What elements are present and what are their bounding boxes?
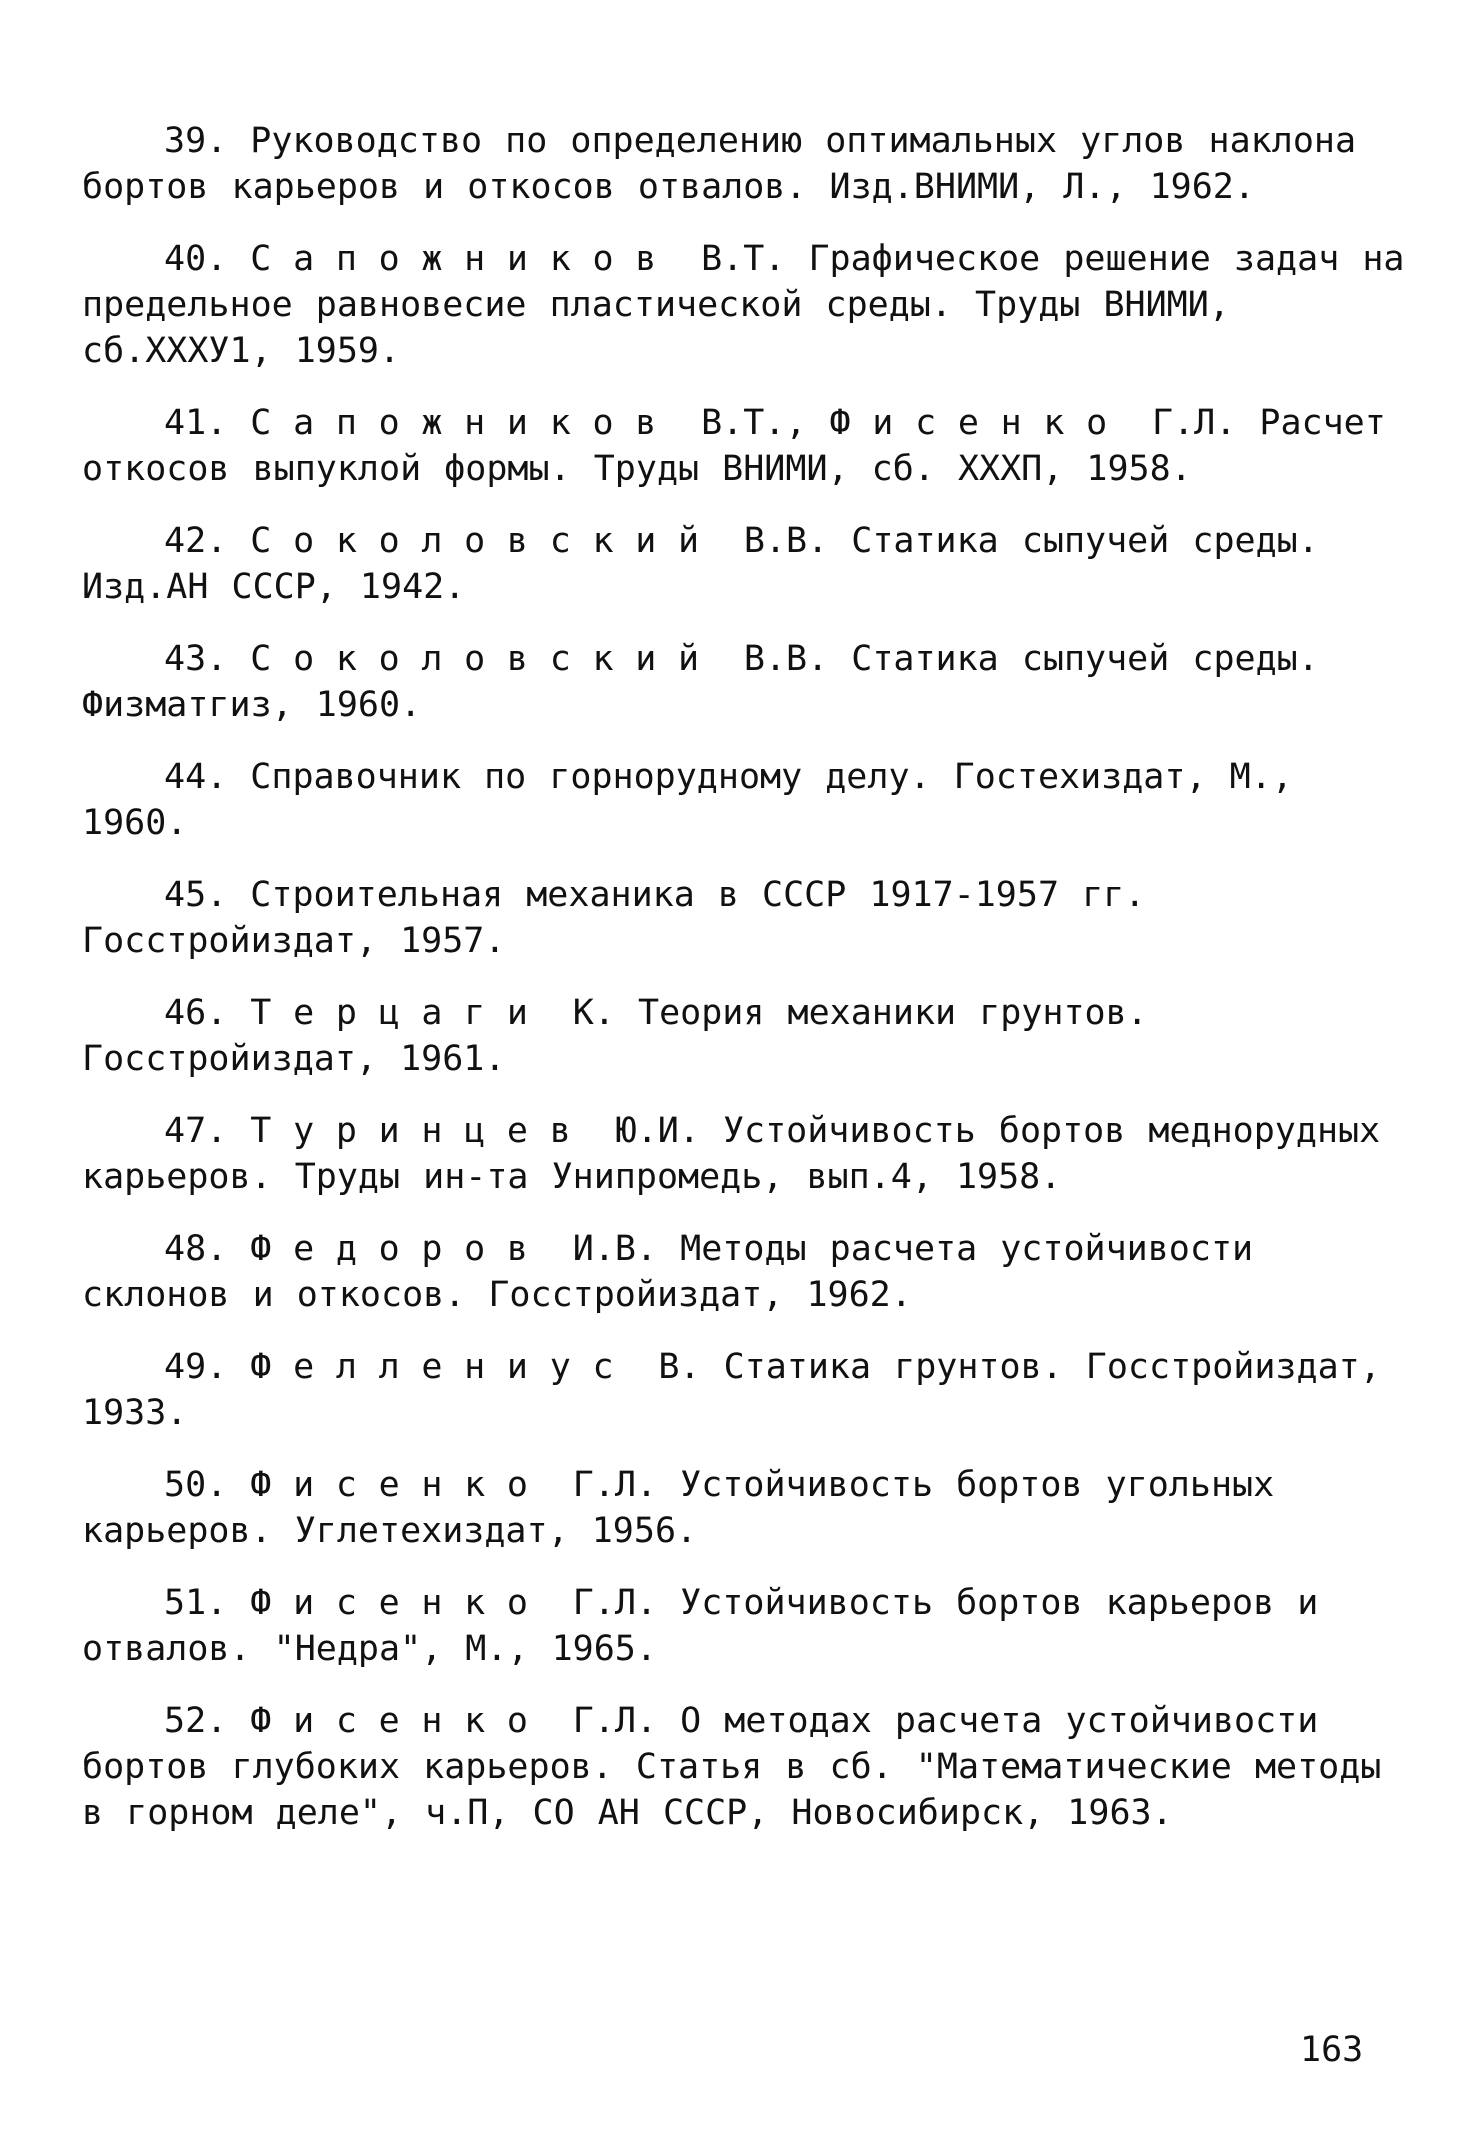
reference-text: Графическое решение задач на предельное равновесие пластической среды. Труды ВНИМИ, сб.XXXУ1, 1959. bbox=[82, 239, 1405, 371]
reference-text: Руководство по определению оптимальных углов наклона бортов карьеров и откосов отвалов. Изд.ВНИМИ, Л., 1962. bbox=[82, 121, 1357, 207]
reference-text: Строительная механика в СССР 1917-1957 гг. Госстройиздат, 1957. bbox=[82, 875, 1146, 961]
reference-number: 51. bbox=[164, 1583, 228, 1623]
reference-item bbox=[82, 400, 1412, 492]
reference-initials: Г.Л. bbox=[572, 1465, 658, 1505]
reference-number: 43. bbox=[164, 639, 228, 679]
reference-text: Справочник по горнорудному делу. Гостехиздат, М., 1960. bbox=[82, 757, 1293, 843]
reference-text: Методы расчета устойчивости склонов и откосов. Госстройиздат, 1962. bbox=[82, 1229, 1254, 1315]
reference-item bbox=[82, 754, 1412, 846]
reference-initials: Г.Л. bbox=[572, 1701, 658, 1741]
reference-item bbox=[82, 236, 1412, 374]
reference-text: Устойчивость бортов угольных карьеров. Углетехиздат, 1956. bbox=[82, 1465, 1275, 1551]
reference-number: 45. bbox=[164, 875, 228, 915]
reference-number: 41. bbox=[164, 403, 228, 443]
reference-item bbox=[82, 872, 1412, 964]
reference-list bbox=[82, 118, 1412, 1862]
reference-initials: К. bbox=[572, 993, 615, 1033]
reference-text: Теория механики грунтов. Госстройиздат, 1961. bbox=[82, 993, 1148, 1079]
reference-author: Феллениус bbox=[250, 1347, 636, 1387]
reference-number: 52. bbox=[164, 1701, 228, 1741]
reference-number: 47. bbox=[164, 1111, 228, 1151]
page-number: 163 bbox=[1300, 2030, 1364, 2070]
reference-number: 50. bbox=[164, 1465, 228, 1505]
reference-item bbox=[82, 1580, 1412, 1672]
reference-text: Расчет откосов выпуклой формы. Труды ВНИМИ, сб. XXXП, 1958. bbox=[82, 403, 1386, 489]
reference-text: Статика грунтов. Госстройиздат, 1933. bbox=[82, 1347, 1381, 1433]
reference-author: Сапожников bbox=[250, 403, 679, 443]
reference-author: Фисенко bbox=[250, 1583, 550, 1623]
reference-author: Туринцев bbox=[250, 1111, 593, 1151]
reference-coauthor-initials: Г.Л. bbox=[1152, 403, 1237, 443]
reference-author: Терцаги bbox=[250, 993, 550, 1033]
reference-text: Устойчивость бортов карьеров и отвалов. "Недра", М., 1965. bbox=[82, 1583, 1319, 1669]
reference-item bbox=[82, 118, 1412, 210]
reference-item bbox=[82, 1226, 1412, 1318]
reference-initials: В.Т. bbox=[701, 239, 786, 279]
reference-item bbox=[82, 636, 1412, 728]
reference-number: 39. bbox=[164, 121, 228, 161]
reference-initials: Ю.И. bbox=[615, 1111, 700, 1151]
reference-item bbox=[82, 990, 1412, 1082]
reference-author: Фисенко bbox=[250, 1701, 550, 1741]
reference-author: Сапожников bbox=[250, 239, 679, 279]
reference-number: 44. bbox=[164, 757, 228, 797]
reference-initials: В.Т., bbox=[701, 403, 807, 443]
reference-coauthor: Фисенко bbox=[829, 403, 1129, 443]
reference-item bbox=[82, 1462, 1412, 1554]
reference-item bbox=[82, 518, 1412, 610]
reference-number: 48. bbox=[164, 1229, 228, 1269]
reference-text: Статика сыпучей среды. Изд.АН СССР, 1942. bbox=[82, 521, 1319, 607]
reference-number: 42. bbox=[164, 521, 228, 561]
reference-author: Фисенко bbox=[250, 1465, 550, 1505]
reference-author: Соколовский bbox=[250, 521, 721, 561]
reference-initials: И.В. bbox=[572, 1229, 658, 1269]
reference-initials: В.В. bbox=[743, 521, 829, 561]
reference-item bbox=[82, 1108, 1412, 1200]
reference-number: 46. bbox=[164, 993, 228, 1033]
reference-item bbox=[82, 1698, 1412, 1836]
reference-initials: Г.Л. bbox=[572, 1583, 658, 1623]
reference-text: О методах расчета устойчивости бортов глубоких карьеров. Статья в сб. "Математические методы в горном деле", ч.П, СО АН СССР, Новосибирск, 1963. bbox=[82, 1701, 1382, 1833]
reference-author: Федоров bbox=[250, 1229, 550, 1269]
reference-number: 49. bbox=[164, 1347, 228, 1387]
reference-number: 40. bbox=[164, 239, 228, 279]
reference-initials: В. bbox=[658, 1347, 701, 1387]
reference-text: Статика сыпучей среды. Физматгиз, 1960. bbox=[82, 639, 1319, 725]
reference-text: Устойчивость бортов меднорудных карьеров. Труды ин-та Унипромедь, вып.4, 1958. bbox=[82, 1111, 1381, 1197]
reference-initials: В.В. bbox=[743, 639, 829, 679]
reference-item bbox=[82, 1344, 1412, 1436]
reference-author: Соколовский bbox=[250, 639, 721, 679]
